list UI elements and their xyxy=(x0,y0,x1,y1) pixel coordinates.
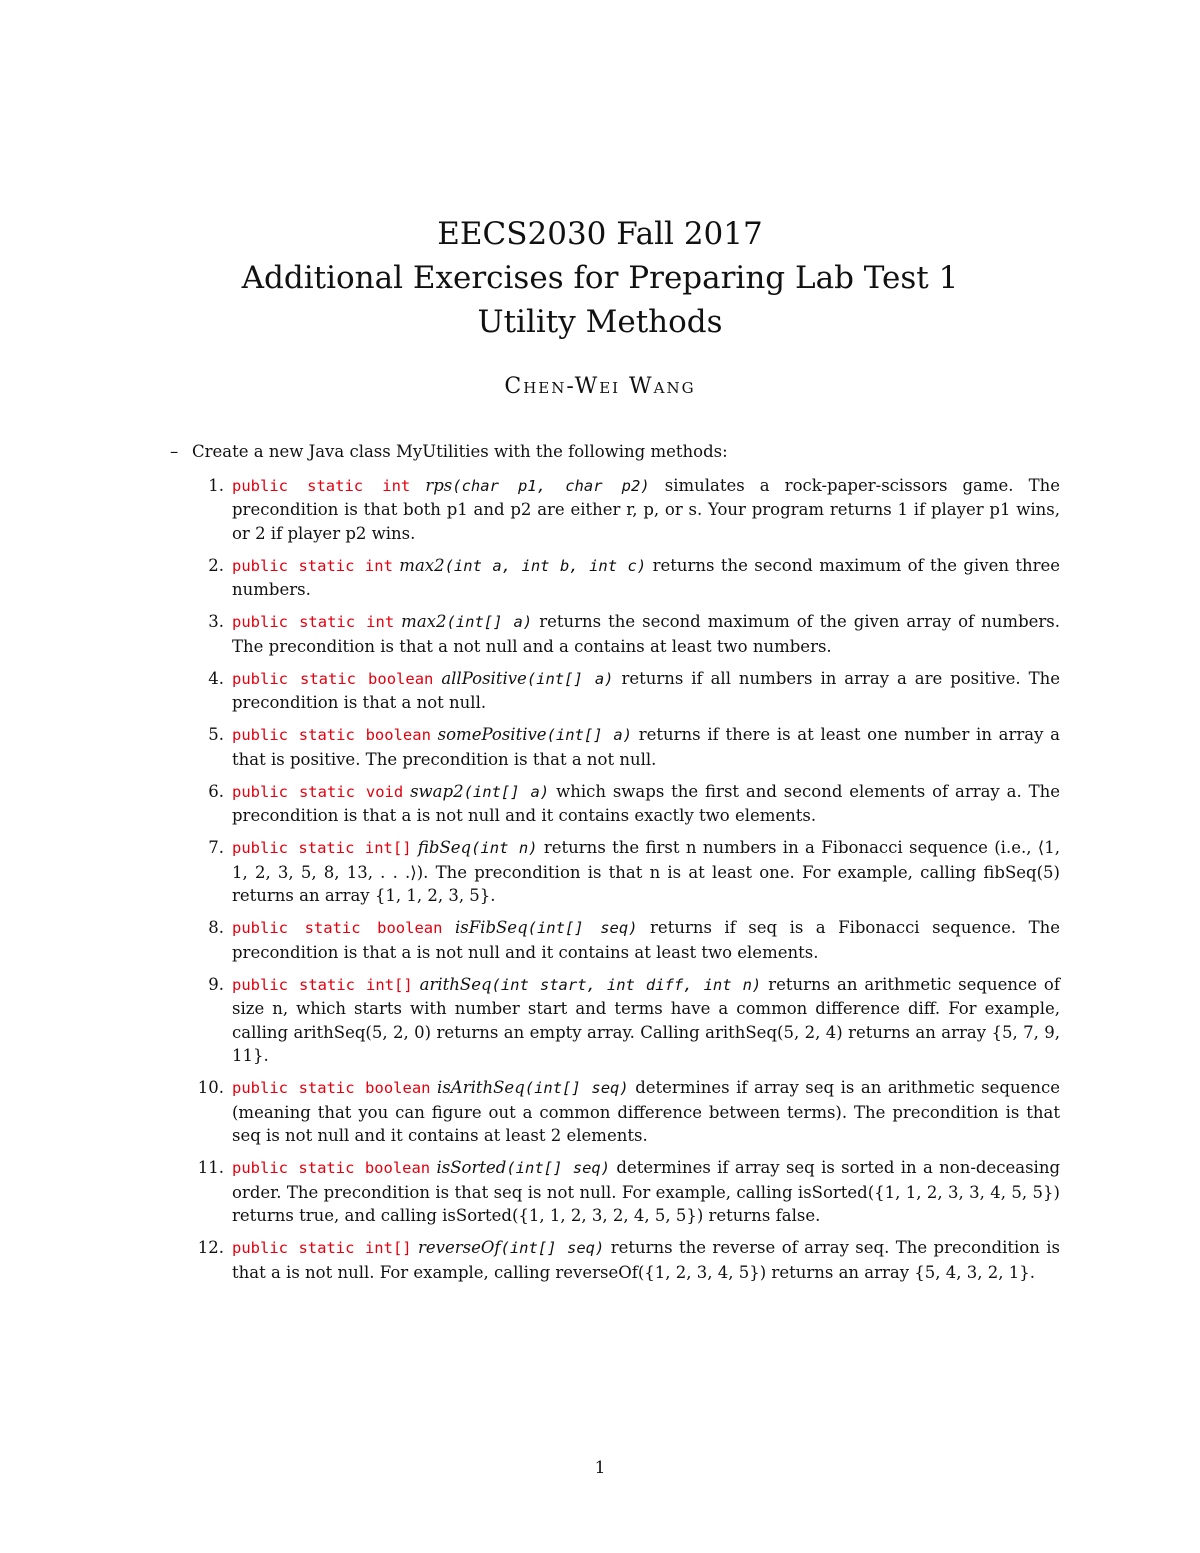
method-desc-text: returns the second maximum of the given array of numbers. The precondition is that a not null and a contains at least two numbers. xyxy=(232,612,1060,656)
method-params: (int[] a) xyxy=(546,726,633,744)
bullet-dash: – xyxy=(170,442,179,461)
method-name: fibSeq xyxy=(417,838,472,857)
item-number: 3. xyxy=(208,612,224,631)
method-name: isArithSeq xyxy=(437,1078,525,1097)
item-number: 6. xyxy=(208,781,224,801)
method-desc-text: returns if there is at least one number in array a that is positive. The precondition is that a not null. xyxy=(232,725,1060,769)
method-params: (char p1, char p2) xyxy=(452,476,650,495)
item-number: 8. xyxy=(208,918,224,937)
method-desc-text: simulates a rock-paper-scissors game. The precondition is that both p1 and p2 are either r, p, or s. Your program returns 1 if player p1 wins, or 2 if player p2 wins. xyxy=(232,475,1060,543)
method-item xyxy=(170,554,1060,602)
method-name: somePositive xyxy=(437,725,547,744)
method-modifiers: public static void xyxy=(232,782,404,801)
item-number: 7. xyxy=(208,838,224,857)
item-number: 10. xyxy=(197,1078,224,1097)
item-number: 5. xyxy=(208,725,224,744)
method-desc-text: returns the second maximum of the given three numbers. xyxy=(232,555,1061,599)
method-description xyxy=(232,973,1060,1068)
title-block xyxy=(0,212,1200,399)
page-number: 1 xyxy=(594,1458,606,1478)
item-number: 9. xyxy=(208,974,224,994)
method-item xyxy=(170,780,1060,828)
intro-item xyxy=(170,440,1060,464)
method-modifiers: public static int xyxy=(232,556,393,575)
method-desc-text: returns if all numbers in array a are positive. The precondition is that a not null. xyxy=(232,668,1061,712)
method-item xyxy=(170,1156,1060,1228)
method-item xyxy=(170,667,1060,715)
method-description xyxy=(232,836,1060,908)
item-number: 11. xyxy=(197,1158,224,1177)
method-params: (int[] seq) xyxy=(506,1159,611,1177)
method-item xyxy=(170,973,1060,1068)
course-title: EECS2030 Fall 2017 xyxy=(437,216,763,252)
method-modifiers: public static boolean xyxy=(232,1079,431,1097)
method-name: max2 xyxy=(399,555,445,575)
method-item xyxy=(170,610,1060,658)
methods-list xyxy=(170,474,1060,1285)
item-number: 1. xyxy=(208,475,224,495)
method-item xyxy=(170,1236,1060,1284)
method-name: isFibSeq xyxy=(454,918,528,937)
method-description xyxy=(232,667,1060,715)
method-params: (int[] a) xyxy=(446,613,533,631)
method-name: max2 xyxy=(401,612,447,631)
method-modifiers: public static int[] xyxy=(232,1239,412,1257)
method-description xyxy=(232,1156,1060,1228)
method-modifiers: public static int[] xyxy=(232,975,413,994)
method-desc-text: which swaps the first and second elements of array a. The precondition is that a is not null and it contains exactly two elements. xyxy=(232,781,1060,825)
method-name: reverseOf xyxy=(418,1238,501,1257)
method-params: (int[] seq) xyxy=(524,1079,629,1097)
method-desc-text: returns if seq is a Fibonacci sequence. The precondition is that a is not null and it contains at least two elements. xyxy=(232,918,1061,962)
method-modifiers: public static boolean xyxy=(232,669,434,688)
method-modifiers: public static boolean xyxy=(232,919,443,937)
method-description xyxy=(232,554,1060,602)
method-desc-text: determines if array seq is sorted in a non-deceasing order. The precondition is that seq is not null. For example, calling isSorted({1, 1, 2, 3, 3, 4, 5, 5}) returns true, and calling isSorted({1, 1, 2, 3, 2, 4, 5, 5}) returns false. xyxy=(232,1158,1061,1225)
method-desc-text: returns an arithmetic sequence of size n, which starts with number start and terms have a common difference diff. For example, calling arithSeq(5, 2, 0) returns an empty array. Calling arithSeq(5, 2, 4) returns an array {5, 7, 9, 11}. xyxy=(232,974,1060,1065)
method-params: (int n) xyxy=(471,839,538,857)
method-desc-text: returns the reverse of array seq. The precondition is that a is not null. For example, calling reverseOf({1, 2, 3, 4, 5}) returns an array {5, 4, 3, 2, 1}. xyxy=(232,1238,1060,1282)
method-params: (int[] a) xyxy=(463,782,550,801)
method-description xyxy=(232,1236,1060,1284)
method-description xyxy=(232,610,1060,658)
method-params: (int start, int diff, int n) xyxy=(491,975,762,994)
exercise-content xyxy=(170,440,1060,1293)
method-description xyxy=(232,474,1060,546)
method-name: rps xyxy=(425,475,453,495)
method-name: swap2 xyxy=(410,781,464,801)
method-description xyxy=(232,723,1060,771)
method-params: (int[] seq) xyxy=(500,1239,605,1257)
item-number: 4. xyxy=(208,668,224,688)
method-modifiers: public static int[] xyxy=(232,839,412,857)
method-params: (int a, int b, int c) xyxy=(444,556,647,575)
method-desc-text: returns the first n numbers in a Fibonacci sequence (i.e., ⟨1, 1, 2, 3, 5, 8, 13, . . .⟩). The precondition is that n is at least one. For example, calling fibSeq(5) returns an array {1, 1, 2, 3, 5}. xyxy=(232,838,1060,905)
method-description xyxy=(232,916,1060,964)
item-number: 2. xyxy=(208,555,224,575)
method-modifiers: public static int xyxy=(232,476,411,495)
method-item xyxy=(170,474,1060,546)
author: Chen-Wei Wang xyxy=(504,374,696,399)
method-modifiers: public static boolean xyxy=(232,726,431,744)
method-description xyxy=(232,1076,1060,1148)
intro-text: Create a new Java class MyUtilities with the following methods: xyxy=(192,442,728,461)
document-title: Additional Exercises for Preparing Lab Test 1 xyxy=(241,260,959,296)
method-item xyxy=(170,723,1060,771)
method-desc-text: determines if array seq is an arithmetic sequence (meaning that you can figure out a common difference between terms). The precondition is that seq is not null and it contains at least 2 elements. xyxy=(232,1078,1060,1145)
item-number: 12. xyxy=(197,1238,224,1257)
method-name: allPositive xyxy=(441,668,527,688)
method-params: (int[] a) xyxy=(526,669,614,688)
document-subtitle: Utility Methods xyxy=(477,304,723,340)
method-modifiers: public static boolean xyxy=(232,1159,431,1177)
method-item xyxy=(170,836,1060,908)
method-name: isSorted xyxy=(436,1158,507,1177)
method-item xyxy=(170,1076,1060,1148)
method-modifiers: public static int xyxy=(232,613,395,631)
method-name: arithSeq xyxy=(419,974,492,994)
method-item xyxy=(170,916,1060,964)
method-params: (int[] seq) xyxy=(527,919,638,937)
method-description xyxy=(232,780,1060,828)
